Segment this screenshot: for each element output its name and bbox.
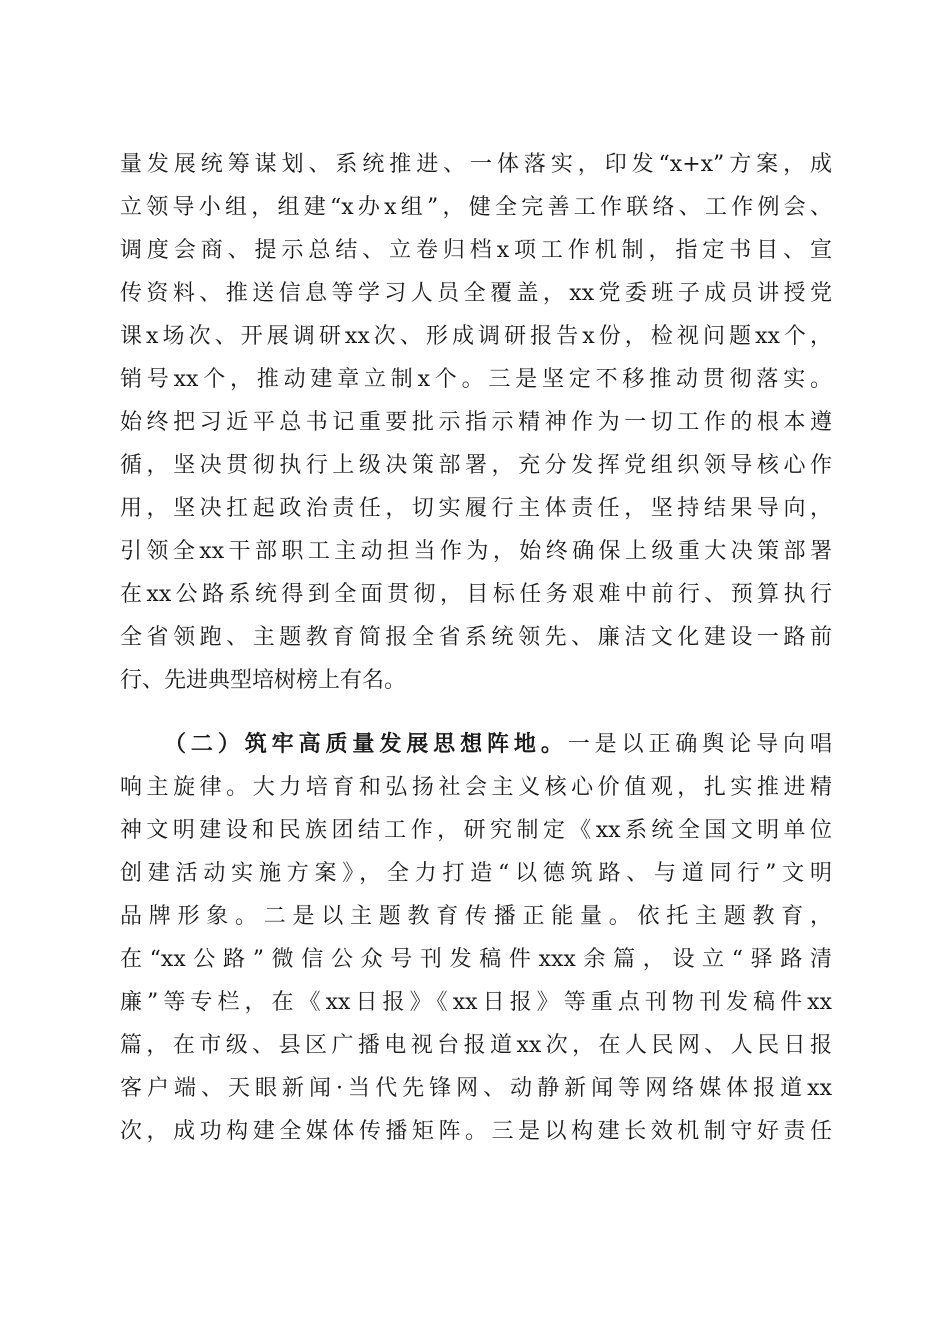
paragraph-line: 传资料、推送信息等学习人员全覆盖，xx党委班子成员讲授党 [120, 281, 832, 306]
paragraph-line: 销号xx个，推动建章立制x个。三是坚定不移推动贯彻落实。 [120, 367, 832, 392]
paragraph-line: 品牌形象。二是以主题教育传播正能量。依托主题教育， [120, 904, 832, 929]
paragraph-line: 次，成功构建全媒体传播矩阵。三是以构建长效机制守好责任 [120, 1119, 832, 1144]
paragraph-line: 行、先进典型培树榜上有名。 [120, 668, 407, 693]
paragraph-line: 课x场次、开展调研xx次、形成调研报告x份，检视问题xx个， [120, 324, 832, 349]
paragraph-line: 立领导小组，组建“x办x组”，健全完善工作联络、工作例会、 [120, 195, 832, 220]
section-heading: （二）筑牢高质量发展思想阵地。 [164, 731, 568, 757]
paragraph-line: 始终把习近平总书记重要批示指示精神作为一切工作的根本遵 [120, 410, 832, 435]
paragraph-line: 全省领跑、主题教育简报全省系统领先、廉洁文化建设一路前 [120, 625, 832, 650]
paragraph-line: 响主旋律。大力培育和弘扬社会主义核心价值观，扎实推进精 [120, 775, 832, 800]
paragraph-line: 用，坚决扛起政治责任，切实履行主体责任，坚持结果导向， [120, 496, 832, 521]
paragraph-line: 神文明建设和民族团结工作，研究制定《xx系统全国文明单位 [120, 818, 832, 843]
paragraph-line: 循，坚决贯彻执行上级决策部署，充分发挥党组织领导核心作 [120, 453, 832, 478]
paragraph-line: 量发展统筹谋划、系统推进、一体落实，印发“x+x”方案，成 [120, 152, 832, 177]
paragraph-line: 廉”等专栏，在《xx日报》《xx日报》等重点刊物刊发稿件xx [120, 990, 832, 1015]
paragraph-line: 篇，在市级、县区广播电视台报道xx次，在人民网、人民日报 [120, 1033, 832, 1058]
paragraph-line: 调度会商、提示总结、立卷归档x项工作机制，指定书目、宣 [120, 238, 832, 263]
paragraph-first-line [120, 723, 832, 766]
paragraph-line: 在“xx公路”微信公众号刊发稿件xxx余篇，设立“驿路清 [120, 947, 832, 972]
paragraph-line: 在xx公路系统得到全面贯彻，目标任务艰难中前行、预算执行 [120, 582, 832, 607]
paragraph-line-text: 一是以正确舆论导向唱 [567, 732, 832, 757]
paragraph-1 [120, 143, 832, 702]
paragraph-line: 创建活动实施方案》，全力打造“以德筑路、与道同行”文明 [120, 861, 832, 886]
paragraph-line: 引领全xx干部职工主动担当作为，始终确保上级重大决策部署 [120, 539, 832, 564]
paragraph-2 [120, 723, 832, 1153]
paragraph-line: 客户端、天眼新闻·当代先锋网、动静新闻等网络媒体报道xx [120, 1076, 832, 1101]
